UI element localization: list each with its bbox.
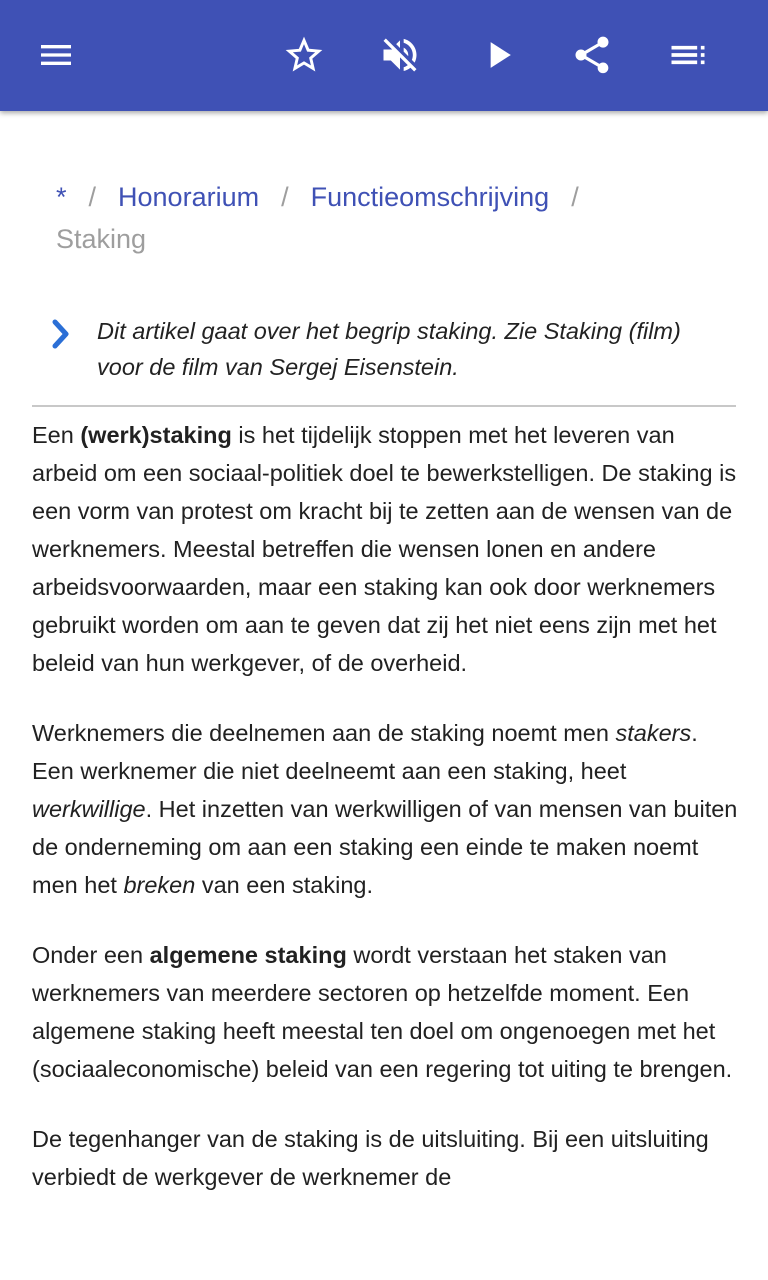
play-button[interactable]	[470, 27, 526, 83]
share-button[interactable]	[564, 27, 620, 83]
breadcrumb-current: Staking	[56, 224, 147, 254]
play-icon	[476, 33, 520, 77]
breadcrumb-item-home[interactable]: *	[56, 182, 67, 212]
toc-icon	[666, 33, 710, 77]
paragraph: De tegenhanger van de staking is de uitsluiting. Bij een uitsluiting verbiedt de werkgever de werknemer de	[32, 1126, 709, 1190]
mute-button[interactable]	[372, 27, 428, 83]
breadcrumb-item-honorarium[interactable]: Honorarium	[118, 182, 260, 212]
menu-button[interactable]	[28, 27, 84, 83]
breadcrumb-separator: /	[571, 182, 579, 212]
paragraph: Onder een algemene staking wordt verstaan het staken van werknemers van meerdere sectoren op hetzelfde moment. Een algemene staking heeft meestal ten doel om ongenoegen met het (sociaaleconomische) beleid van een regering tot uiting te brengen.	[32, 942, 733, 1082]
breadcrumb-separator: /	[88, 182, 97, 212]
paragraph: Werknemers die deelnemen aan de staking noemt men stakers. Een werknemer die niet deelneemt aan een staking, heet werkwillige. Het inzetten van werkwilligen of van mensen van buiten de onderneming om aan een staking een einde te maken noemt men het breken van een staking.	[32, 720, 738, 898]
contents-button[interactable]	[660, 27, 716, 83]
breadcrumb	[56, 176, 736, 260]
app-toolbar	[0, 0, 768, 111]
menu-icon	[36, 35, 76, 75]
paragraph: Een (werk)staking is het tijdelijk stoppen met het leveren van arbeid om een sociaal-politiek doel te bewerkstelligen. De staking is een vorm van protest om kracht bij te zetten aan de wensen van de werknemers. Meestal betreffen die wensen lonen en andere arbeidsvoorwaarden, maar een staking kan ook door werknemers gebruikt worden om aan te geven dat zij het niet eens zijn met het beleid van hun werkgever, of de overheid.	[32, 422, 737, 676]
article-body	[32, 416, 744, 1228]
hatnote-text: Dit artikel gaat over het begrip staking. Zie Staking (film) voor de film van Sergej Eisenstein.	[97, 318, 681, 380]
breadcrumb-separator: /	[281, 182, 289, 212]
hatnote	[32, 313, 736, 407]
share-icon	[570, 33, 614, 77]
star-icon	[282, 33, 326, 77]
chevron-right-icon	[52, 319, 74, 349]
volume-off-icon	[378, 33, 422, 77]
bookmark-button[interactable]	[276, 27, 332, 83]
breadcrumb-item-functieomschrijving[interactable]: Functieomschrijving	[310, 182, 550, 212]
